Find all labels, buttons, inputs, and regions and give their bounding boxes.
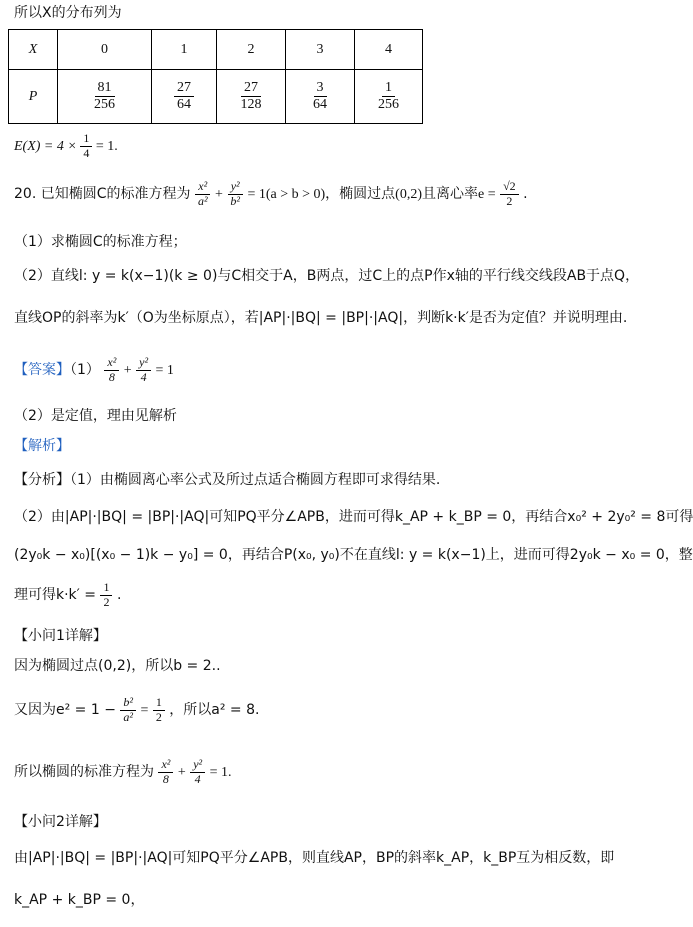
table-header-p: P [9, 70, 58, 124]
sub1-l2-num2: 1 [153, 696, 165, 711]
analysis-l4-end: . [116, 587, 122, 603]
table-header-x: X [9, 30, 58, 70]
distribution-intro: 所以X的分布列为 [14, 5, 122, 21]
sub1-l2-num: b² [120, 696, 136, 711]
p0-numerator: 81 [95, 80, 115, 97]
sub1-l2-mid: = [140, 703, 149, 718]
p3-denominator: 64 [313, 97, 327, 112]
table-row-x [9, 30, 423, 70]
analysis-l4-pre: 理可得k·k′ = [14, 587, 97, 603]
table-cell-p2 [217, 70, 286, 124]
answer-y2: y² [136, 356, 151, 371]
sub1-l2-den2: 2 [155, 709, 162, 724]
sub1-line-1: 因为椭圆过点(0,2)，所以b = 2.. [14, 658, 221, 674]
answer-plus: + [123, 363, 132, 378]
analysis-tag: 【解析】 [14, 438, 70, 454]
expectation-frac-num: 1 [80, 132, 92, 147]
p1-numerator: 27 [174, 80, 194, 97]
p3-numerator: 3 [314, 80, 327, 97]
sub1-l2-den: a² [123, 709, 134, 724]
q20-y2: y² [228, 180, 243, 195]
table-cell-p0 [58, 70, 152, 124]
sub1-line-3 [14, 754, 232, 791]
table-cell-x1: 1 [152, 30, 217, 70]
sub1-l3-pre: 所以椭圆的标准方程为 [14, 764, 154, 780]
p1-denominator: 64 [177, 97, 191, 112]
analysis-l4-num: 1 [100, 581, 112, 596]
answer-part-2: （2）是定值，理由见解析 [14, 408, 177, 424]
table-cell-p1 [152, 70, 217, 124]
p2-denominator: 128 [240, 97, 262, 112]
p4-numerator: 1 [382, 80, 395, 97]
sub1-l2-end: ，所以a² = 8. [169, 702, 260, 718]
sub2-line-2: k_AP + k_BP = 0， [14, 892, 145, 908]
answer-eq1: = 1 [155, 363, 174, 378]
table-cell-x2: 2 [217, 30, 286, 70]
p0-denominator: 256 [94, 97, 115, 112]
expectation-frac-den: 4 [83, 146, 90, 161]
sub1-y2: y² [190, 758, 205, 773]
question-20: 20. 已知椭圆C的标准方程为 $\frac{\text{x²}}{\text{a²}}$ + $\frac{\text{y²}}{\text{b²}}$ = 1(a > b > 0)，椭圆过点(0,2)且离心率e = $\frac{√2}{2}$ . [14, 178, 528, 208]
expectation-right: = 1. [95, 139, 118, 154]
sub1-line-2 [14, 690, 259, 731]
table-cell-p3 [286, 70, 355, 124]
sub1-d8: 8 [162, 771, 169, 786]
answer-d4: 4 [140, 369, 147, 384]
analysis-line-4 [14, 578, 121, 612]
q20-end: . [523, 186, 528, 202]
table-cell-x4: 4 [355, 30, 423, 70]
table-cell-x0: 0 [58, 30, 152, 70]
sub2-title: 【小问2详解】 [14, 814, 107, 830]
expectation-formula [14, 130, 118, 164]
question-part-2-line1: （2）直线l: y = k(x−1)(k ≥ 0)与C相交于A，B两点，过C上的点P作x轴的平行线交线段AB于点Q， [14, 268, 640, 284]
expectation-left: E(X) = 4 × [14, 139, 77, 154]
p4-denominator: 256 [378, 97, 399, 112]
sub1-plus: + [177, 765, 186, 780]
q20-intro: 20. 已知椭圆C的标准方程为 [14, 186, 191, 202]
p2-numerator: 27 [241, 80, 261, 97]
question-part-2-line2: 直线OP的斜率为k′（O为坐标原点），若|AP|·|BQ| = |BP|·|AQ|，判断k·k′是否为定值？并说明理由. [14, 310, 628, 326]
sub2-line-1: 由|AP|·|BQ| = |BP|·|AQ|可知PQ平分∠APB，则直线AP，BP的斜率k_AP，k_BP互为相反数，即 [14, 850, 615, 866]
answer-p1-label: （1） [70, 362, 100, 378]
q20-e-den: 2 [506, 193, 513, 208]
table-cell-p4 [355, 70, 423, 124]
sub1-title: 【小问1详解】 [14, 628, 107, 644]
sub1-d4: 4 [194, 771, 201, 786]
answer-part-1 [14, 352, 174, 389]
table-row-p [9, 70, 423, 124]
sub1-l2-pre: 又因为e² = 1 − [14, 702, 116, 718]
distribution-table [8, 29, 423, 124]
table-cell-x3: 3 [286, 30, 355, 70]
analysis-line-1: 【分析】（1）由椭圆离心率公式及所过点适合椭圆方程即可求得结果. [14, 472, 441, 488]
question-part-1: （1）求椭圆C的标准方程； [14, 234, 187, 250]
q20-x2: x² [195, 180, 210, 195]
sub1-x2: x² [158, 758, 173, 773]
q20-b2: b² [230, 193, 240, 208]
q20-rest: = 1(a > b > 0)，椭圆过点(0,2)且离心率e = [247, 187, 496, 202]
sub1-l3-end: = 1. [209, 765, 232, 780]
analysis-line-3: (2y₀k − x₀)[(x₀ − 1)k − y₀] = 0，再结合P(x₀, y₀)不在直线l: y = k(x−1)上，进而可得2y₀k − x₀ = 0，整 [14, 547, 693, 563]
answer-d8: 8 [108, 369, 115, 384]
q20-a2: a² [197, 193, 208, 208]
answer-tag: 【答案】 [14, 362, 70, 378]
analysis-l4-den: 2 [103, 594, 110, 609]
answer-x2: x² [104, 356, 119, 371]
q20-e-num: √2 [500, 180, 519, 195]
analysis-line-2: （2）由|AP|·|BQ| = |BP|·|AQ|可知PQ平分∠APB，进而可得k_AP + k_BP = 0，再结合x₀² + 2y₀² = 8可得 [14, 509, 693, 525]
